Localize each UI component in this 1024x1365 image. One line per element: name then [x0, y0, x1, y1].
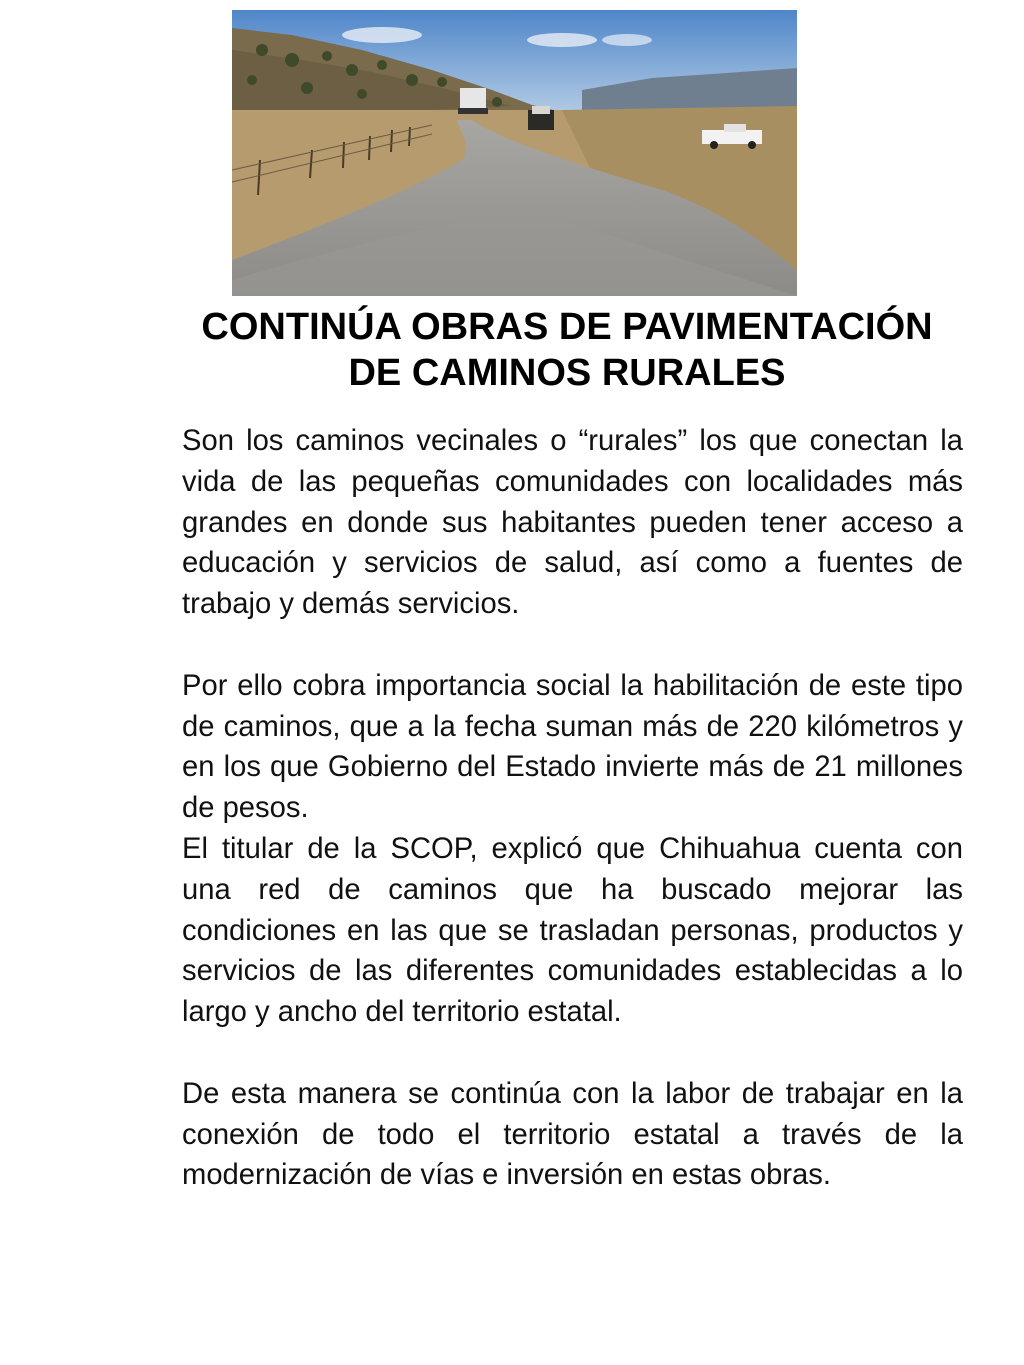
- paragraph-1: Son los caminos vecinales o “rurales” los que conectan la vida de las pequeñas comunidades con localidades más grandes en donde sus habitantes pueden tener acceso a educación y servicios de salud, así como a fuentes de trabajo y demás servicios.: [182, 425, 963, 621]
- article-title-line-2: DE CAMINOS RURALES: [348, 352, 786, 394]
- article-body: [182, 421, 963, 1196]
- paragraph-4: De esta manera se continúa con la labor de trabajar en la conexión de todo el territorio estatal a través de la modernización de vías e inversión en estas obras.: [182, 1077, 963, 1192]
- road-paving-photo: [232, 10, 797, 296]
- article-title-line-1: CONTINÚA OBRAS DE PAVIMENTACIÓN: [201, 306, 933, 348]
- article-title: [110, 304, 1024, 396]
- paragraph-2: Por ello cobra importancia social la habilitación de este tipo de caminos, que a la fecha suman más de 220 kilómetros y en los que Gobierno del Estado invierte más de 21 millones de pesos.: [182, 669, 963, 825]
- paragraph-3: El titular de la SCOP, explicó que Chihuahua cuenta con una red de caminos que ha buscado mejorar las condiciones en las que se trasladan personas, productos y servicios de las diferentes comunidades establecidas a lo largo y ancho del territorio estatal.: [182, 832, 963, 1029]
